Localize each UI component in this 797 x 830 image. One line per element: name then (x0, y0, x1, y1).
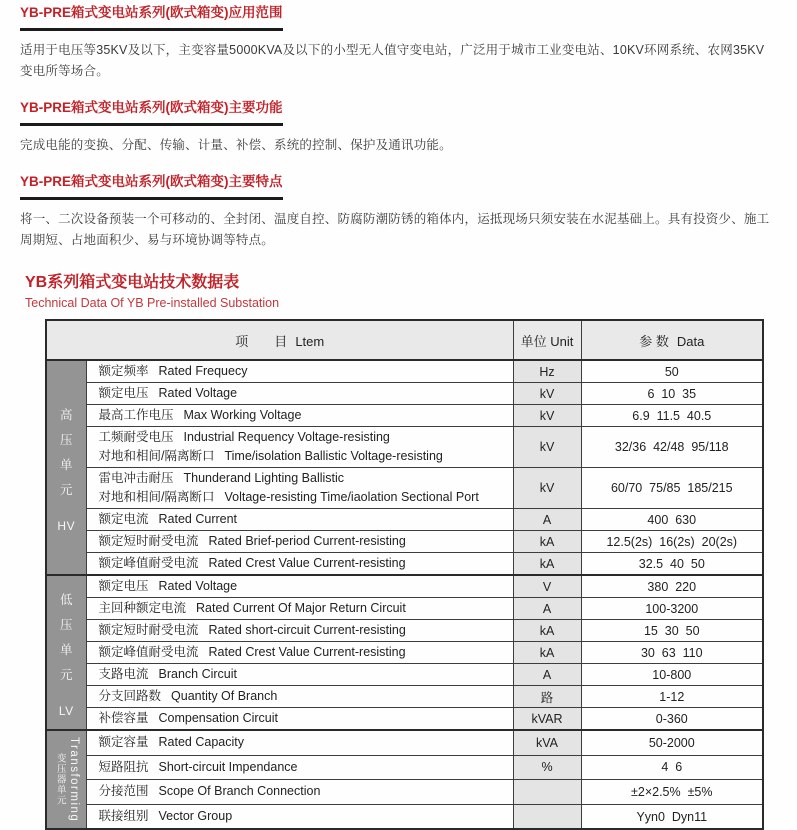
table-row (46, 664, 763, 686)
table-row (46, 804, 763, 829)
unit-cell: kA (513, 553, 581, 576)
item-label-zh: 分支回路数 (98, 689, 162, 703)
technical-data-table (45, 319, 764, 830)
value-cell: 50 (581, 360, 763, 383)
group-label-zh: 低压单元 (60, 592, 73, 682)
item-label-en: Rated Voltage (158, 579, 238, 593)
table-body (46, 360, 763, 829)
section-heading: YB-PRE箱式变电站系列(欧式箱变)主要特点 (20, 173, 283, 200)
item-label-zh: 额定短时耐受电流 (98, 623, 199, 637)
table-subtitle: Technical Data Of YB Pre-installed Substation (25, 296, 280, 310)
item-label-zh: 雷电冲击耐压 (98, 471, 174, 485)
item-label-en: Rated Current (158, 512, 238, 526)
item-cell (86, 553, 513, 576)
section-body: 将一、二次设备预装一个可移动的、全封闭、温度自控、防腐防潮防锈的箱体内，运抵现场只须安装在水泥基础上。具有投资少、施工周期短、占地面积少、易与环境协调等特点。 (20, 212, 770, 247)
item-cell (86, 620, 513, 642)
item-label-en: Thunderand Lighting Ballistic (183, 471, 345, 485)
value-cell: 380 220 (581, 575, 763, 598)
section-body: 完成电能的变换、分配、传输、计量、补偿、系统的控制、保护及通讯功能。 (20, 138, 452, 152)
item-cell (86, 575, 513, 598)
table-title-block (25, 273, 777, 311)
unit-cell: A (513, 509, 581, 531)
table-header-row (46, 320, 763, 360)
table-row (46, 755, 763, 780)
column-header-data: 参 数 Data (581, 320, 763, 360)
section-body: 适用于电压等35KV及以下，主变容量5000KVA及以下的小型无人值守变电站，广泛用于城市工业变电站、10KV环网系统、农网35KV变电所等场合。 (20, 43, 765, 78)
item-label-zh: 额定频率 (98, 364, 149, 378)
item-label-zh: 额定电压 (98, 386, 149, 400)
table-row (46, 730, 763, 755)
value-cell: 32/36 42/48 95/118 (581, 427, 763, 468)
item-label-zh: 额定电流 (98, 512, 149, 526)
item-label-zh: 最高工作电压 (98, 408, 174, 422)
unit-cell (513, 780, 581, 805)
table-title: YB系列箱式变电站技术数据表 (25, 274, 240, 291)
section-application-range (20, 4, 777, 82)
column-header-unit: 单位 Unit (513, 320, 581, 360)
item-cell (86, 509, 513, 531)
table-row (46, 360, 763, 383)
value-cell: 15 30 50 (581, 620, 763, 642)
item-cell (86, 642, 513, 664)
value-cell: 4 6 (581, 755, 763, 780)
table-row (46, 708, 763, 731)
table-row (46, 531, 763, 553)
table-row (46, 598, 763, 620)
item-label-zh: 工频耐受电压 (98, 430, 174, 444)
unit-cell: V (513, 575, 581, 598)
table-row (46, 468, 763, 509)
item-label-en: Rated Crest Value Current-resisting (208, 556, 406, 570)
section-main-features (20, 173, 777, 251)
group-label-zh: 变压器单元 (54, 753, 66, 806)
item-label-zh: 联接组别 (98, 809, 149, 824)
item-label-zh: 补偿容量 (98, 711, 149, 725)
column-header-item: 项 目 Ltem (46, 320, 513, 360)
unit-cell: kA (513, 642, 581, 664)
item-label-zh: 短路阻抗 (98, 759, 149, 774)
unit-cell: kV (513, 383, 581, 405)
value-cell: 6.9 11.5 40.5 (581, 405, 763, 427)
section-main-functions (20, 99, 777, 156)
value-cell: 0-360 (581, 708, 763, 731)
value-cell: 10-800 (581, 664, 763, 686)
unit-cell: kA (513, 620, 581, 642)
item-label-zh: 对地和相间/隔离断口 (98, 449, 215, 463)
table-row (46, 553, 763, 576)
item-label-en: Vector Group (158, 809, 233, 824)
value-cell: 30 63 110 (581, 642, 763, 664)
table-row (46, 620, 763, 642)
item-label-zh: 额定短时耐受电流 (98, 534, 199, 548)
unit-cell: kV (513, 468, 581, 509)
item-cell (86, 755, 513, 780)
item-line (99, 447, 507, 466)
unit-cell (513, 804, 581, 829)
item-label-en: Time/isolation Ballistic Voltage-resisting (224, 449, 443, 463)
group-label-en: LV (58, 703, 74, 718)
value-cell: 6 10 35 (581, 383, 763, 405)
item-line (99, 469, 507, 488)
unit-cell: Hz (513, 360, 581, 383)
group-label-hv (46, 360, 86, 575)
unit-cell: kV (513, 405, 581, 427)
table-row (46, 509, 763, 531)
item-label-zh: 额定容量 (98, 735, 149, 750)
item-label-en: Rated Crest Value Current-resisting (208, 645, 406, 659)
table-row (46, 427, 763, 468)
item-label-en: Branch Circuit (158, 667, 238, 681)
unit-cell: kV (513, 427, 581, 468)
item-label-zh: 额定峰值耐受电流 (98, 645, 199, 659)
item-label-en: Voltage-resisting Time/iaolation Sectional Port (224, 490, 479, 504)
group-label-transformer (46, 730, 86, 829)
item-cell (86, 804, 513, 829)
item-line (99, 488, 507, 507)
item-cell (86, 686, 513, 708)
item-label-en: Rated Current Of Major Return Circuit (196, 601, 406, 615)
item-label-zh: 分接范围 (98, 784, 149, 799)
group-label-en: HV (57, 518, 76, 533)
item-label-en: Short-circuit Impendance (158, 759, 298, 774)
table-row (46, 383, 763, 405)
item-label-en: Rated Frequecy (158, 364, 248, 378)
item-label-en: Rated Capacity (158, 735, 244, 750)
item-cell (86, 360, 513, 383)
value-cell: Yyn0 Dyn11 (581, 804, 763, 829)
item-label-en: Rated Brief-period Current-resisting (208, 534, 406, 548)
item-cell (86, 730, 513, 755)
item-cell (86, 598, 513, 620)
group-label-en: Transforming (67, 737, 80, 823)
unit-cell: kVAR (513, 708, 581, 731)
item-cell (86, 780, 513, 805)
value-cell: 100-3200 (581, 598, 763, 620)
item-label-zh: 支路电流 (98, 667, 149, 681)
value-cell: 1-12 (581, 686, 763, 708)
table-row (46, 405, 763, 427)
section-heading: YB-PRE箱式变电站系列(欧式箱变)主要功能 (20, 99, 283, 126)
unit-cell: A (513, 664, 581, 686)
value-cell: 12.5(2s) 16(2s) 20(2s) (581, 531, 763, 553)
group-label-lv (46, 575, 86, 730)
item-cell (86, 468, 513, 509)
unit-cell: A (513, 598, 581, 620)
item-cell (86, 664, 513, 686)
item-label-en: Max Working Voltage (183, 408, 302, 422)
unit-cell: kA (513, 531, 581, 553)
item-label-en: Rated short-circuit Current-resisting (208, 623, 406, 637)
item-label-zh: 额定峰值耐受电流 (98, 556, 199, 570)
item-label-zh: 主回种额定电流 (98, 601, 187, 615)
value-cell: 50-2000 (581, 730, 763, 755)
value-cell: 400 630 (581, 509, 763, 531)
value-cell: ±2×2.5% ±5% (581, 780, 763, 805)
item-line (99, 428, 507, 447)
table-row (46, 575, 763, 598)
item-label-en: Scope Of Branch Connection (158, 784, 321, 799)
table-row (46, 642, 763, 664)
value-cell: 60/70 75/85 185/215 (581, 468, 763, 509)
unit-cell: 路 (513, 686, 581, 708)
item-cell (86, 427, 513, 468)
item-label-en: Quantity Of Branch (171, 689, 278, 703)
item-label-en: Industrial Requency Voltage-resisting (183, 430, 390, 444)
value-cell: 32.5 40 50 (581, 553, 763, 576)
item-label-en: Compensation Circuit (158, 711, 279, 725)
group-label-zh: 高压单元 (60, 407, 73, 497)
section-heading: YB-PRE箱式变电站系列(欧式箱变)应用范围 (20, 4, 283, 31)
item-label-zh: 额定电压 (98, 579, 149, 593)
unit-cell: kVA (513, 730, 581, 755)
table-row (46, 686, 763, 708)
item-cell (86, 405, 513, 427)
unit-cell: % (513, 755, 581, 780)
item-cell (86, 531, 513, 553)
item-label-zh: 对地和相间/隔离断口 (98, 490, 215, 504)
table-row (46, 780, 763, 805)
item-cell (86, 383, 513, 405)
item-cell (86, 708, 513, 731)
item-label-en: Rated Voltage (158, 386, 238, 400)
